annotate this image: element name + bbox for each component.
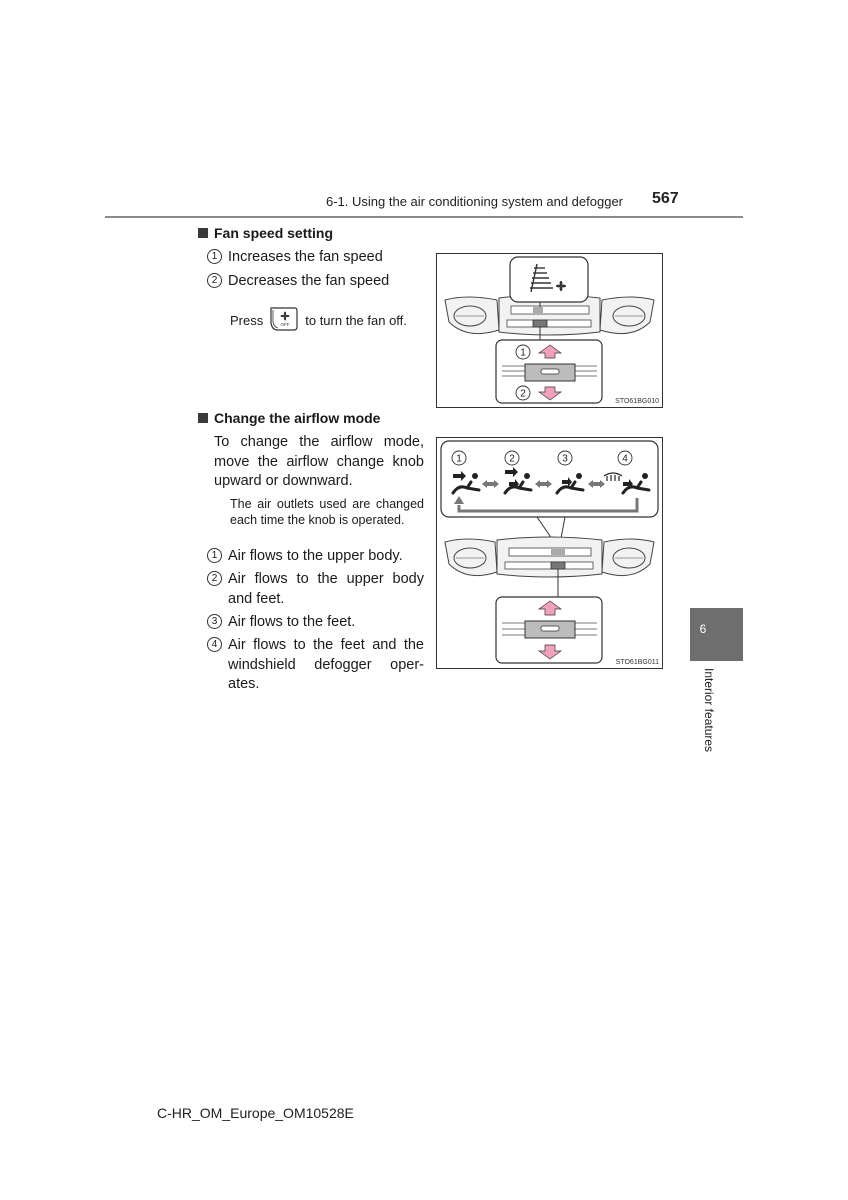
callout-2: 2 [509,453,515,465]
square-bullet-icon [198,228,208,238]
list-item: 2 Decreases the fan speed [207,272,427,292]
list-item: 4 Air flows to the feet and the windshield defogger oper-ates. [207,636,424,695]
callout-number: 3 [207,614,222,629]
page-number: 567 [652,190,679,207]
chapter-number: 6 [699,622,707,636]
list-item: 2 Air flows to the upper body and feet. [207,570,424,609]
callout-number: 1 [207,548,222,563]
header-rule [105,216,743,218]
airflow-intro: To change the airflow mode, move the airflow change knob upward or downward. [214,434,424,489]
square-bullet-icon [198,413,208,423]
fan-off-button-icon [268,305,300,336]
airflow-note: The air outlets used are changed each time the knob is operated. [230,497,424,527]
callout-number: 2 [207,273,222,288]
fan-speed-illustration [437,254,662,407]
fan-speed-figure [436,253,663,408]
airflow-figure [436,437,663,669]
callout-2: 2 [520,388,526,400]
off-label: OFF [280,322,290,327]
callout-1: 1 [456,453,462,465]
airflow-illustration [437,438,662,668]
callout-1: 1 [520,347,526,359]
callout-4: 4 [622,453,628,465]
callout-number: 2 [207,571,222,586]
running-header: 6-1. Using the air conditioning system and defogger [326,194,624,209]
list-item: 3 Air flows to the feet. [207,613,424,633]
footer-doc-id: C-HR_OM_Europe_OM10528E [157,1105,354,1121]
callout-number: 4 [207,637,222,652]
figure-code: STO61BG010 [615,398,659,405]
list-item: 1 Increases the fan speed [207,248,427,268]
chapter-label: Interior features [702,668,716,753]
fan-off-instruction: Press OFF to turn the fan off. [230,305,407,336]
fan-speed-heading: Fan speed setting [198,225,333,241]
figure-code: STO61BG011 [615,659,659,666]
airflow-heading: Change the airflow mode [198,410,380,426]
list-item: 1 Air flows to the upper body. [207,547,424,567]
callout-3: 3 [562,453,568,465]
callout-number: 1 [207,249,222,264]
